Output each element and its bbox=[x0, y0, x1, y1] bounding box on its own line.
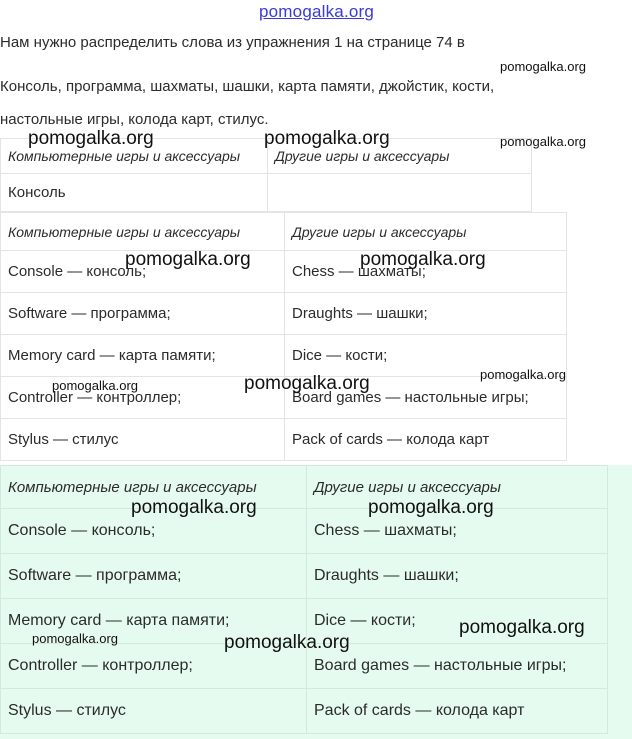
table-cell: Dice — кости; bbox=[307, 599, 608, 644]
watermark: pomogalka.org bbox=[32, 631, 118, 646]
table-cell: Draughts — шашки; bbox=[307, 554, 608, 599]
table-cell: Dice — кости; bbox=[285, 335, 567, 377]
table-cell: Controller — контроллер; bbox=[1, 644, 307, 689]
watermark: pomogalka.org bbox=[52, 378, 138, 393]
table-row bbox=[1, 509, 608, 554]
table-cell: Console — консоль; bbox=[1, 509, 307, 554]
column-header-other: Другие игры и аксессуары bbox=[307, 466, 608, 509]
column-header-computer: Компьютерные игры и аксессуары bbox=[1, 213, 285, 251]
table-cell: Board games — настольные игры; bbox=[307, 644, 608, 689]
table-cell: Stylus — стилус bbox=[1, 419, 285, 461]
intro-line-1: Нам нужно распределить слова из упражнения 1 на странице 74 в bbox=[0, 34, 465, 51]
table-cell: Memory card — карта памяти; bbox=[1, 335, 285, 377]
highlighted-answer-panel bbox=[0, 465, 632, 739]
table-cell: Pack of cards — колода карт bbox=[285, 419, 567, 461]
intro-line-3: настольные игры, колода карт, стилус. bbox=[0, 111, 269, 128]
column-header-computer: Компьютерные игры и аксессуары bbox=[1, 139, 268, 174]
table-cell bbox=[268, 174, 532, 212]
answer-table-highlighted bbox=[0, 465, 608, 734]
watermark: pomogalka.org bbox=[131, 497, 257, 518]
watermark: pomogalka.org bbox=[125, 249, 251, 270]
table-cell: Stylus — стилус bbox=[1, 689, 307, 734]
table-cell: Console — консоль; bbox=[1, 251, 285, 293]
watermark: pomogalka.org bbox=[500, 59, 586, 74]
table-cell: Software — программа; bbox=[1, 293, 285, 335]
table-cell: Memory card — карта памяти; bbox=[1, 599, 307, 644]
watermark: pomogalka.org bbox=[360, 249, 486, 270]
watermark: pomogalka.org bbox=[459, 617, 585, 638]
watermark: pomogalka.org bbox=[480, 367, 566, 382]
watermark: pomogalka.org bbox=[224, 632, 350, 653]
table-cell: Chess — шахматы; bbox=[285, 251, 567, 293]
column-header-computer: Компьютерные игры и аксессуары bbox=[1, 466, 307, 509]
table-cell: Controller — контроллер; bbox=[1, 377, 285, 419]
site-logo[interactable]: pomogalka.org bbox=[259, 2, 375, 21]
table-row bbox=[1, 419, 567, 461]
table-row bbox=[1, 554, 608, 599]
table-cell: Board games — настольные игры; bbox=[285, 377, 567, 419]
column-header-other: Другие игры и аксессуары bbox=[268, 139, 532, 174]
table-row bbox=[1, 293, 567, 335]
watermark: pomogalka.org bbox=[368, 497, 494, 518]
watermark: pomogalka.org bbox=[264, 128, 390, 149]
column-header-other: Другие игры и аксессуары bbox=[285, 213, 567, 251]
watermark: pomogalka.org bbox=[244, 373, 370, 394]
table-row bbox=[1, 689, 608, 734]
watermark: pomogalka.org bbox=[28, 128, 154, 149]
table-cell: Chess — шахматы; bbox=[307, 509, 608, 554]
table-cell: Консоль bbox=[1, 174, 268, 212]
table-cell: Pack of cards — колода карт bbox=[307, 689, 608, 734]
table-cell: Draughts — шашки; bbox=[285, 293, 567, 335]
watermark: pomogalka.org bbox=[500, 134, 586, 149]
intro-line-2: Консоль, программа, шахматы, шашки, карта памяти, джойстик, кости, bbox=[0, 78, 495, 95]
table-cell: Software — программа; bbox=[1, 554, 307, 599]
